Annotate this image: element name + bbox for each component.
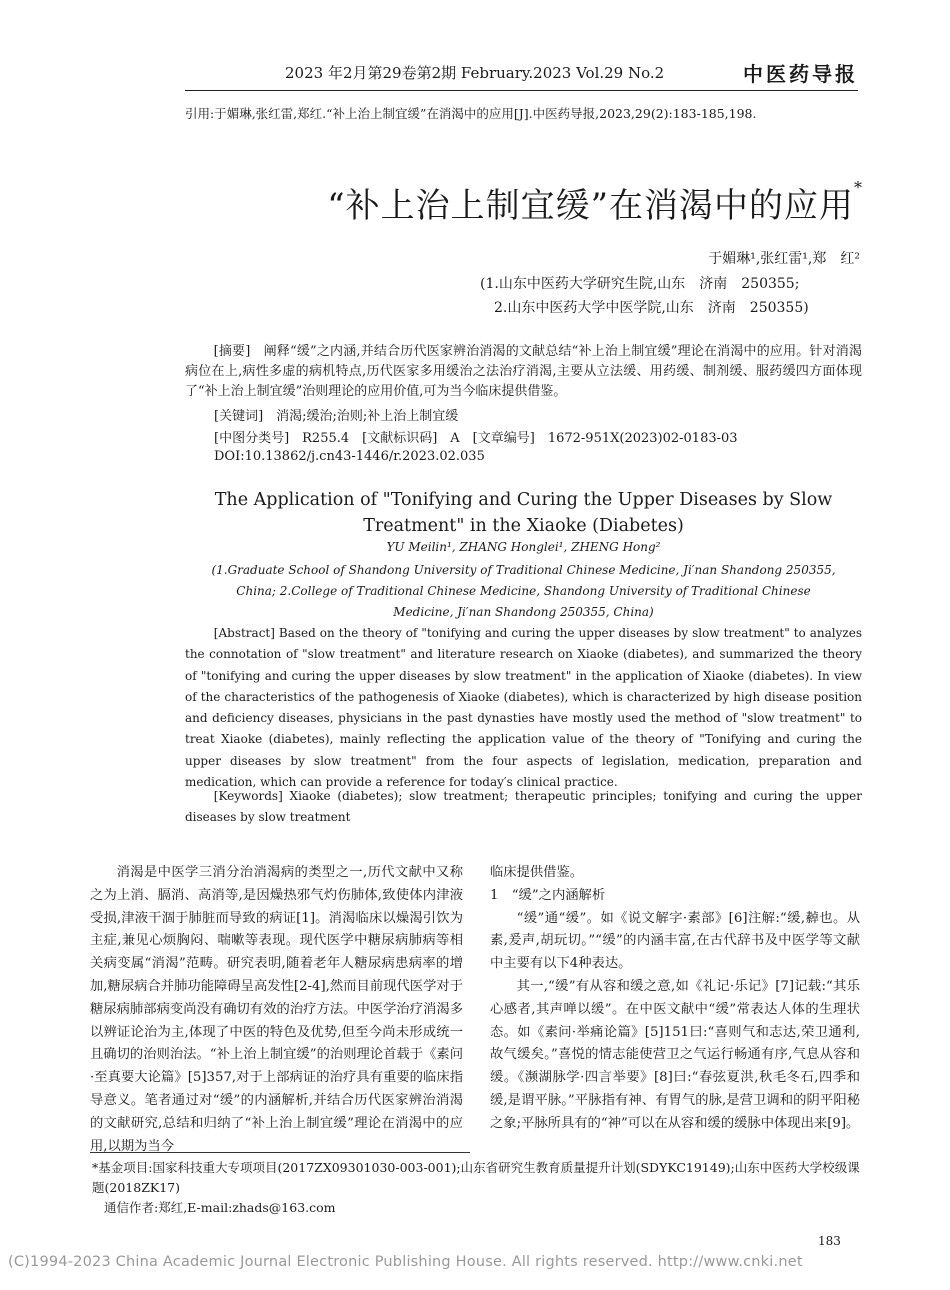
article-title-text: “补上治上制宜缓”在消渴中的应用: [327, 186, 854, 226]
footnote-divider: [90, 1152, 470, 1153]
body-right-column: [490, 862, 860, 1136]
english-affiliations: (1.Graduate School of Shandong University of Traditional Chinese Medicine, Ji′nan Shandong 250355, China; 2.College of Traditional Chinese Medicine, Shandong University of Traditional Chinese Medicine, Ji′nan Shandong 250355, China): [211, 563, 836, 619]
intro-paragraph-cont: 临床提供借鉴。: [490, 865, 584, 880]
classification-cn: [中图分类号] R255.4 [文献标识码] A [文章编号] 1672-951X(2023)02-0183-03: [214, 431, 738, 446]
journal-logo: 中医药导报: [743, 62, 858, 86]
title-footnote-mark: *: [854, 178, 863, 197]
english-abstract: [Abstract] Based on the theory of "tonifying and curing the upper diseases by slow treatment" to analyzes the connotation of "slow treatment" and literature research on Xiaoke (diabetes), and summarized the theory of "tonifying and curing the upper diseases by slow treatment" in the application of Xiaoke (diabetes). In view of the characteristics of the pathogenesis of Xiaoke (diabetes), which is characterized by high disease position and deficiency diseases, physicians in the past dynasties have mostly used the method of "slow treatment" to treat Xiaoke (diabetes), mainly reflecting the application value of the theory of "Tonifying and curing the upper diseases by slow treatment" from the four aspects of legislation, medication, preparation and medication, which can provide a reference for today′s clinical practice.: [185, 626, 862, 790]
affiliations: [480, 272, 860, 320]
author-list: 于媚琳¹,张红雷¹,郑 红²: [708, 251, 860, 267]
section-1-heading: 1 “缓”之内涵解析: [490, 887, 606, 903]
footnote: [92, 1158, 862, 1218]
page-number: 183: [818, 1234, 841, 1248]
affiliation-1: (1.山东中医药大学研究生院,山东 济南 250355;: [480, 276, 800, 292]
article-title: [185, 178, 863, 227]
english-title: The Application of "Tonifying and Curing the Upper Diseases by Slow Treatment" in the Xiaoke (Diabetes): [214, 490, 833, 536]
corresponding-author: 通信作者:郑红,E-mail:zhads@163.com: [104, 1200, 336, 1215]
fund-note: *基金项目:国家科技重大专项项目(2017ZX09301030-003-001);山东省研究生教育质量提升计划(SDYKC19149);山东中医药大学校级课题(2018ZK17): [92, 1160, 860, 1195]
keywords-cn: [关键词] 消渴;缓治;治则;补上治上制宜缓: [214, 409, 459, 424]
abstract-cn: [摘要] 阐释“缓”之内涵,并结合历代医家辨治消渴的文献总结“补上治上制宜缓”理论在消渴中的应用。针对消渴病位在上,病性多虚的病机特点,历代医家多用缓治之法治疗消渴,主要从立法缓、用药缓、制剂缓、服药缓四方面体现了“补上治上制宜缓”治则理论的应用价值,可为当今临床提供借鉴。: [185, 344, 862, 399]
affiliation-2: 2.山东中医药大学中医学院,山东 济南 250355): [494, 300, 809, 316]
journal-issue-info: 2023 年2月第29卷第2期 February.2023 Vol.29 No.2: [285, 64, 665, 82]
citation-line: 引用:于媚琳,张红雷,郑红.“补上治上制宜缓”在消渴中的应用[J].中医药导报,2023,29(2):183-185,198.: [185, 106, 757, 121]
english-keywords: [Keywords] Xiaoke (diabetes); slow treatment; therapeutic principles; tonifying and curing the upper diseases by slow treatment: [185, 789, 862, 824]
header-divider: [185, 90, 858, 91]
section-1-paragraph-2: 其一,“缓”有从容和缓之意,如《礼记·乐记》[7]记载:“其乐心感者,其声啴以缓”。在中医文献中“缓”常表达人体的生理状态。如《素问·举痛论篇》[5]151曰:“喜则气和志达,荣卫通利,故气缓矣。”喜悦的情志能使营卫之气运行畅通有序,气息从容和缓。《濒湖脉学·四言举要》[8]曰:“春弦夏洪,秋毛冬石,四季和缓,是谓平脉。”平脉指有神、有胃气的脉,是营卫调和的阴平阳秘之象;平脉所具有的“神”可以在从容和缓的缓脉中体现出来[9]。: [490, 978, 860, 1131]
english-authors: YU Meilin¹, ZHANG Honglei¹, ZHENG Hong²: [386, 540, 661, 554]
section-1-paragraph-1: “缓”通“缓”。如《说文解字·素部》[6]注解:“缓,繛也。从素,爰声,胡玩切。”“缓”的内涵丰富,在古代辞书及中医学等文献中主要有以下4种表达。: [490, 910, 860, 972]
cnki-copyright: (C)1994-2023 China Academic Journal Electronic Publishing House. All rights reserved. http://www.cnki.net: [8, 1254, 803, 1270]
body-left-column: [90, 862, 463, 1158]
doi: DOI:10.13862/j.cn43-1446/r.2023.02.035: [214, 449, 485, 464]
intro-paragraph: 消渴是中医学三消分治消渴病的类型之一,历代文献中又称之为上消、膈消、高消等,是因燥热邪气灼伤肺体,致使体内津液受损,津液干涸于肺脏而导致的病证[1]。消渴临床以燥渴引饮为主症,兼见心烦胸闷、喘嗽等表现。现代医学中糖尿病肺病等相关病变属“消渴”范畴。研究表明,随着老年人糖尿病患病率的增加,糖尿病合并肺功能障碍呈高发性[2-4],然而目前现代医学对于糖尿病肺部病变尚没有确切有效的治疗方法。中医学治疗消渴多以辨证论治为主,体现了中医的特色及优势,但至今尚未形成统一且确切的治则治法。“补上治上制宜缓”的治则理论首载于《素问·至真要大论篇》[5]357,对于上部病证的治疗具有重要的临床指导意义。笔者通过对“缓”的内涵解析,并结合历代医家辨治消渴的文献研究,总结和归纳了“补上治上制宜缓”理论在消渴中的应用,以期为当今: [90, 865, 463, 1154]
